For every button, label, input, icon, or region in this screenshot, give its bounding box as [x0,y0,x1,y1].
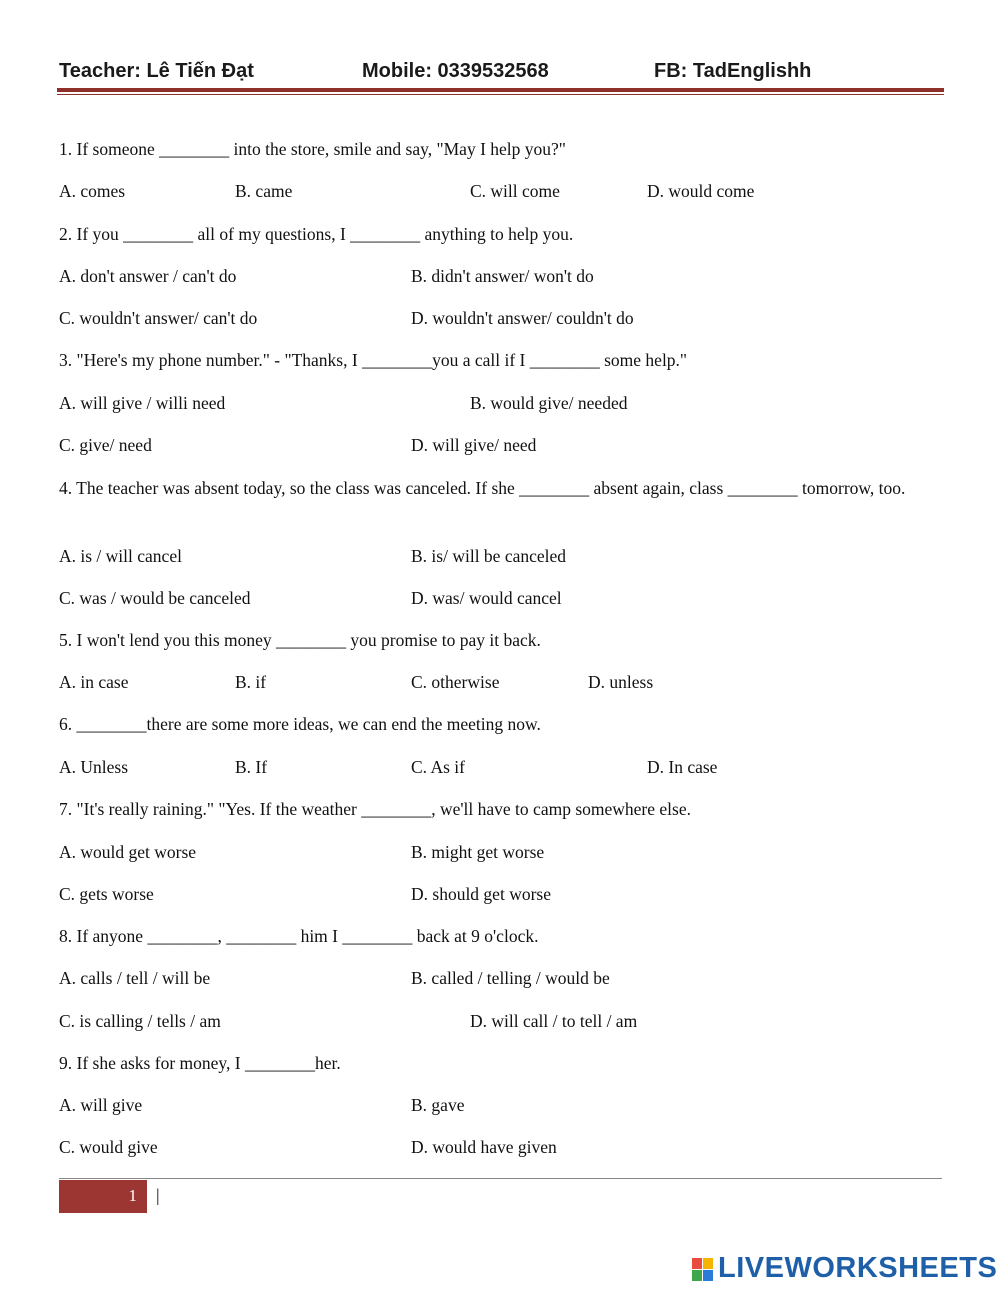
question-1: 1. If someone ________ into the store, smile and say, "May I help you?" [59,139,566,159]
question-2: 2. If you ________ all of my questions, I ________ anything to help you. [59,224,574,244]
header-rule-thin [57,94,944,95]
q7-option-d: D. should get worse [411,884,551,904]
q8-option-d: D. will call / to tell / am [470,1011,638,1031]
q7-option-c: C. gets worse [59,884,154,904]
question-8: 8. If anyone ________, ________ him I ________ back at 9 o'clock. [59,926,539,946]
q9-option-d: D. would have given [411,1137,557,1157]
q3-option-a: A. will give / willi need [59,393,226,413]
page-number: 1 [128,1186,137,1205]
q9-option-b: B. gave [411,1095,465,1115]
page-number-box [59,1180,147,1213]
page-separator: | [156,1185,160,1205]
liveworksheets-blocks-icon [692,1258,714,1282]
question-5: 5. I won't lend you this money ________ you promise to pay it back. [59,630,541,650]
teacher-mobile: Mobile: 0339532568 [362,60,549,82]
q9-option-a: A. will give [59,1095,143,1115]
page-header [59,58,944,88]
q4-option-b: B. is/ will be canceled [411,546,567,566]
q7-option-b: B. might get worse [411,842,545,862]
q5-option-a: A. in case [59,672,129,692]
q4-option-c: C. was / would be canceled [59,588,251,608]
question-6: 6. ________there are some more ideas, we can end the meeting now. [59,714,541,734]
q2-option-b: B. didn't answer/ won't do [411,266,594,286]
q6-option-d: D. In case [647,757,718,777]
q6-option-b: B. If [235,757,268,777]
footer-rule [59,1178,942,1179]
teacher-name: Teacher: Lê Tiến Đạt [59,60,254,82]
q3-option-b: B. would give/ needed [470,393,628,413]
q1-option-a: A. comes [59,181,126,201]
q6-option-c: C. As if [411,757,465,777]
question-3: 3. "Here's my phone number." - "Thanks, I ________you a call if I ________ some help." [59,350,688,370]
q1-option-c: C. will come [470,181,560,201]
question-4: 4. The teacher was absent today, so the class was canceled. If she ________ absent again, class ________ tomorrow, too. [59,478,906,498]
q4-option-d: D. was/ would cancel [411,588,562,608]
q8-option-b: B. called / telling / would be [411,968,610,988]
q2-option-c: C. wouldn't answer/ can't do [59,308,258,328]
question-9: 9. If she asks for money, I ________her. [59,1053,341,1073]
q2-option-a: A. don't answer / can't do [59,266,237,286]
q8-option-a: A. calls / tell / will be [59,968,211,988]
q5-option-b: B. if [235,672,267,692]
teacher-facebook: FB: TadEnglishh [654,60,812,82]
liveworksheets-brand: LIVEWORKSHEETS [718,1252,998,1284]
q5-option-d: D. unless [588,672,654,692]
question-7: 7. "It's really raining." "Yes. If the weather ________, we'll have to camp somewhere else. [59,799,691,819]
q2-option-d: D. wouldn't answer/ couldn't do [411,308,634,328]
q7-option-a: A. would get worse [59,842,197,862]
q3-option-c: C. give/ need [59,435,152,455]
q5-option-c: C. otherwise [411,672,500,692]
q3-option-d: D. will give/ need [411,435,537,455]
q1-option-d: D. would come [647,181,755,201]
q6-option-a: A. Unless [59,757,129,777]
q9-option-c: C. would give [59,1137,158,1157]
q4-option-a: A. is / will cancel [59,546,182,566]
q8-option-c: C. is calling / tells / am [59,1011,221,1031]
header-rule-thick [57,88,944,92]
liveworksheets-logo [692,1252,998,1286]
q1-option-b: B. came [235,181,293,201]
